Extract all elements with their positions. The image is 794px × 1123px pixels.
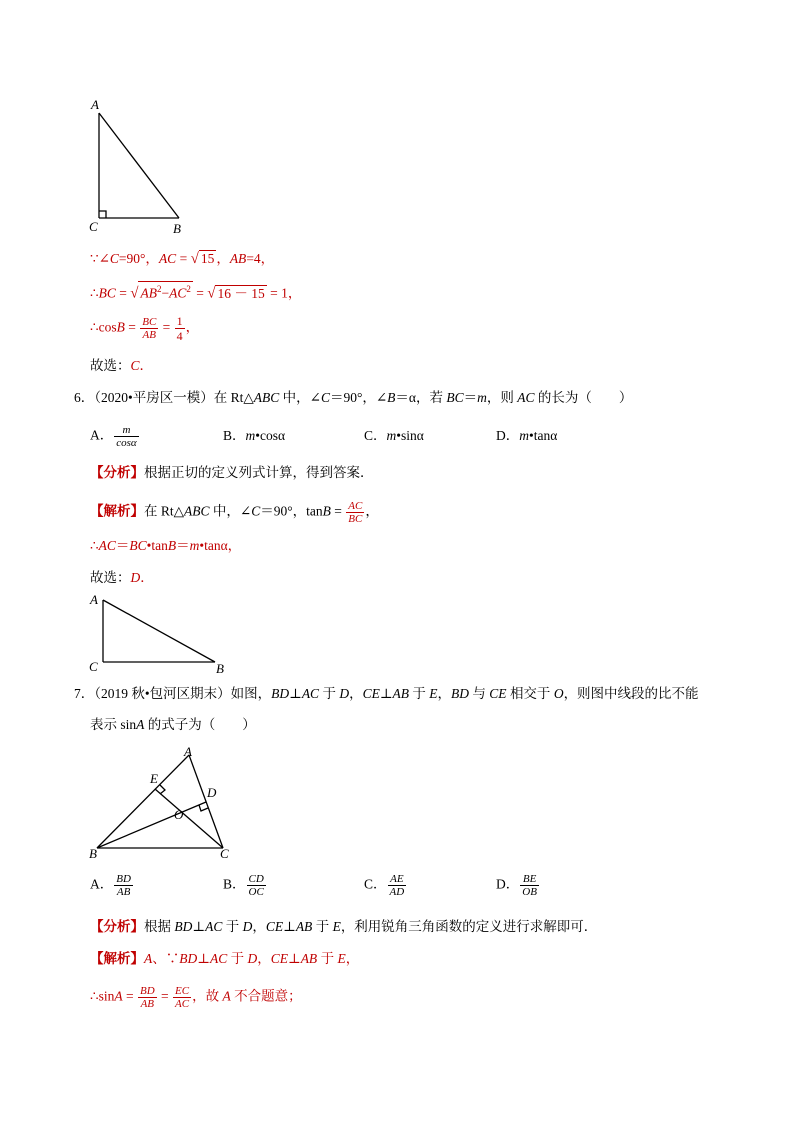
text: ，则图中线段的比不能: [563, 686, 699, 701]
var: m: [519, 428, 529, 443]
var: D: [247, 951, 258, 966]
var: CE: [270, 951, 288, 966]
option-fraction: [114, 873, 133, 898]
text: ＝α，若: [395, 390, 447, 405]
var-b: B: [116, 319, 125, 335]
text: 根据: [144, 919, 175, 934]
sqrt-sign: √: [207, 285, 216, 302]
segment-bd: [97, 802, 206, 848]
numerator: CD: [248, 873, 264, 885]
q6-option-c[interactable]: [364, 426, 424, 446]
vertex-c: C: [220, 846, 229, 861]
answer-label: 故选：: [90, 570, 131, 585]
var: E: [429, 686, 438, 701]
q7-option-b[interactable]: [223, 873, 267, 898]
analysis-tag: 【分析】: [90, 465, 144, 480]
var: B: [387, 390, 396, 405]
vertex-a: A: [184, 744, 192, 759]
question-source: （2019 秋•包河区期末）: [94, 686, 231, 701]
denominator: cosα: [116, 437, 137, 449]
q7-stem-line-2: [90, 715, 256, 735]
vertex-o: O: [174, 807, 184, 822]
sqrt-value: 15: [200, 251, 215, 266]
side-ab: [103, 600, 215, 662]
var: AC: [301, 686, 320, 701]
sqrt-expression: [138, 281, 192, 301]
var: ABC: [184, 503, 210, 519]
text: ．: [139, 358, 154, 373]
var: AB: [295, 919, 313, 934]
var: O: [553, 686, 564, 701]
var: CE: [265, 919, 284, 934]
denominator: 4: [176, 329, 183, 343]
var: A: [222, 988, 231, 1004]
var: m: [189, 538, 200, 553]
var: AB: [300, 951, 318, 966]
because-symbol: ∵: [90, 251, 99, 266]
question-source: （2020•平房区一模）: [94, 390, 214, 405]
text: ＝: [463, 390, 478, 405]
q6-triangle-figure: [85, 590, 235, 675]
denominator: AD: [389, 886, 405, 898]
option-label: B．: [223, 876, 246, 892]
text: ，: [437, 686, 452, 701]
option-fraction: [388, 873, 407, 898]
text: 在 Rt△: [144, 503, 185, 519]
text: 如图，: [230, 686, 272, 701]
q6-solution-2: [90, 536, 241, 556]
text: 与: [469, 686, 490, 701]
therefore-symbol: ∴: [90, 538, 99, 553]
denominator: AB: [142, 329, 156, 341]
right-angle-mark: [99, 211, 106, 218]
var: C: [251, 503, 261, 519]
text: •tan: [146, 538, 168, 553]
option-label: C．: [364, 428, 387, 443]
text: 中，∠: [279, 390, 321, 405]
var-ac: AC: [158, 251, 177, 266]
text: ，: [365, 503, 379, 519]
text: cos: [98, 319, 117, 335]
numerator: 1: [176, 314, 183, 328]
option-label: B．: [223, 428, 246, 443]
text: ，: [257, 951, 271, 966]
text: 不合题意；: [230, 988, 302, 1004]
q7-solution: [90, 949, 359, 969]
q7-option-d[interactable]: [496, 873, 540, 898]
text: 的长为（ ）: [534, 390, 633, 405]
question-number: 6．: [74, 390, 95, 405]
var: A: [144, 951, 153, 966]
var: m: [245, 428, 256, 443]
var-ab: AB: [229, 251, 247, 266]
exponent: 2: [156, 284, 162, 294]
text: •tanα，: [199, 538, 242, 553]
text: 于: [319, 686, 340, 701]
text: 于: [409, 686, 430, 701]
sqrt-sign: √: [130, 285, 139, 302]
solution-tag: 【解析】: [90, 503, 144, 519]
q7-solution-2: [90, 985, 302, 1010]
text: 于: [312, 919, 333, 934]
text: 的式子为（ ）: [144, 717, 256, 732]
numerator: EC: [175, 985, 190, 997]
option-label: A．: [90, 427, 114, 443]
vertex-e: E: [150, 771, 158, 786]
text: 于: [317, 951, 338, 966]
var: CE: [489, 686, 507, 701]
q6-analysis: [90, 463, 374, 483]
var: BC: [129, 538, 147, 553]
text: •tanα: [529, 428, 558, 443]
text: 于: [222, 919, 243, 934]
right-angle-mark-e: [160, 785, 165, 794]
numerator: m: [114, 424, 138, 437]
var: D: [242, 919, 253, 934]
text: •cosα: [255, 428, 286, 443]
sqrt-value: 16 － 15: [217, 285, 265, 301]
option-label: D．: [496, 428, 520, 443]
var: E: [337, 951, 346, 966]
analysis-text: 根据正切的定义列式计算，得到答案．: [144, 465, 374, 480]
question-number: 7．: [74, 686, 95, 701]
therefore-sin: ∴sin: [90, 988, 115, 1004]
text: 于: [227, 951, 248, 966]
var: CE: [362, 686, 380, 701]
option-fraction: [247, 873, 266, 898]
text: = 1，: [266, 285, 302, 301]
right-angle-mark-d: [199, 805, 208, 811]
text: =90°，: [118, 251, 159, 266]
side-ab: [99, 113, 179, 218]
var: m: [477, 390, 487, 405]
option-label: D．: [496, 876, 520, 892]
prev-line-1: [90, 249, 274, 269]
vertex-b: B: [89, 846, 97, 861]
q6-stem: [74, 388, 632, 408]
var: AC: [517, 390, 535, 405]
prev-answer: [90, 356, 153, 376]
text: ．: [140, 570, 154, 585]
denominator: AC: [175, 998, 190, 1010]
prev-line-2: [90, 281, 301, 304]
q7-stem-line-1: [74, 684, 699, 704]
text: 在 Rt△: [213, 390, 254, 405]
var: BD: [174, 919, 193, 934]
text: 、∵: [152, 951, 180, 966]
vertex-b: B: [216, 661, 224, 676]
var: AC: [209, 951, 228, 966]
var: BD: [451, 686, 470, 701]
vertex-c: C: [89, 659, 98, 674]
prev-line-3: [90, 314, 199, 343]
vertex-a: A: [91, 97, 99, 112]
numerator: BE: [520, 873, 539, 886]
prev-triangle-figure: [80, 95, 200, 240]
text: =: [115, 285, 131, 301]
side-ab: [97, 755, 189, 848]
denominator: OB: [522, 886, 537, 898]
text: ＝: [115, 538, 130, 553]
text: =: [124, 319, 140, 335]
therefore-symbol: ∴: [90, 319, 99, 335]
text: 相交于: [506, 686, 554, 701]
sqrt-sign: √: [190, 251, 199, 267]
var: B: [167, 538, 177, 553]
vertex-c: C: [89, 219, 98, 234]
text: ，: [345, 951, 360, 966]
fraction-1-4: [175, 314, 185, 343]
numerator: BD: [139, 985, 155, 997]
text: =: [330, 503, 346, 519]
var: AC: [98, 538, 116, 553]
analysis-tag: 【分析】: [90, 919, 144, 934]
var: B: [322, 503, 331, 519]
var: BC: [446, 390, 464, 405]
numerator: BD: [116, 873, 131, 885]
text: ，利用锐角三角函数的定义进行求解即可．: [340, 919, 598, 934]
var: AC: [205, 919, 223, 934]
text: ＝90°，∠: [329, 390, 388, 405]
text: ⊥: [197, 951, 210, 966]
vertex-d: D: [207, 785, 217, 800]
q7-option-c[interactable]: [364, 873, 407, 898]
text: •sinα: [396, 428, 424, 443]
q6-answer: [90, 568, 154, 588]
minus: −: [161, 285, 170, 301]
q6-option-d[interactable]: [496, 426, 557, 446]
text: ，: [216, 251, 230, 266]
text: ＝90°，tan: [260, 503, 323, 519]
var-ab: AB: [140, 285, 157, 301]
var: C: [320, 390, 330, 405]
denominator: BC: [348, 513, 363, 525]
var: A: [136, 717, 145, 732]
text: ⊥: [283, 919, 296, 934]
fraction-bd-ab: [138, 985, 157, 1010]
therefore-symbol: ∴: [90, 285, 99, 301]
var-bc: BC: [98, 285, 116, 301]
solution-tag: 【解析】: [90, 951, 144, 966]
text: 表示 sin: [90, 717, 137, 732]
var-ac: AC: [169, 285, 187, 301]
var: AB: [392, 686, 410, 701]
fraction-bc-ab: [140, 316, 158, 341]
text: =: [159, 319, 174, 335]
q7-analysis: [90, 917, 597, 937]
q6-option-b[interactable]: [223, 426, 285, 446]
text: =: [122, 988, 137, 1004]
text: ，则: [486, 390, 518, 405]
answer-label: 故选：: [90, 358, 131, 373]
var: A: [114, 988, 123, 1004]
vertex-b: B: [173, 221, 181, 236]
text: ，: [185, 319, 200, 335]
text: 中，∠: [209, 503, 252, 519]
text: =: [157, 988, 173, 1004]
text: ⊥: [192, 919, 206, 934]
text: =: [192, 285, 208, 301]
text: ，: [252, 919, 266, 934]
option-label: C．: [364, 876, 387, 892]
fraction-ec-ac: [173, 985, 191, 1010]
answer-value: D: [130, 570, 141, 585]
text: ，: [349, 686, 363, 701]
numerator: AC: [348, 500, 363, 512]
exponent: 2: [186, 284, 191, 294]
denominator: AB: [140, 998, 155, 1010]
fraction-ac-bc: [346, 500, 364, 525]
q6-option-a[interactable]: [90, 424, 140, 449]
var-c: C: [109, 251, 119, 266]
numerator: AE: [388, 873, 407, 886]
text: =4，: [246, 251, 275, 266]
q7-option-a[interactable]: [90, 873, 134, 898]
var: D: [339, 686, 350, 701]
text: ⊥: [287, 951, 301, 966]
option-fraction: [114, 424, 138, 449]
angle-symbol: ∠: [98, 251, 110, 266]
option-label: A．: [90, 876, 114, 892]
q6-solution: [90, 500, 379, 525]
var: BD: [179, 951, 198, 966]
text: ＝: [176, 538, 190, 553]
text: ，故: [192, 988, 223, 1004]
perp-symbol: ⊥: [379, 686, 393, 701]
text: =: [176, 251, 191, 266]
numerator: BC: [142, 316, 157, 328]
denominator: AB: [116, 886, 131, 898]
denominator: OC: [248, 886, 264, 898]
var: m: [386, 428, 397, 443]
option-fraction: [520, 873, 539, 898]
perp-symbol: ⊥: [289, 686, 302, 701]
vertex-a: A: [90, 592, 98, 607]
var: ABC: [253, 390, 280, 405]
answer-value: C: [130, 358, 140, 373]
var: E: [332, 919, 341, 934]
var: BD: [271, 686, 290, 701]
